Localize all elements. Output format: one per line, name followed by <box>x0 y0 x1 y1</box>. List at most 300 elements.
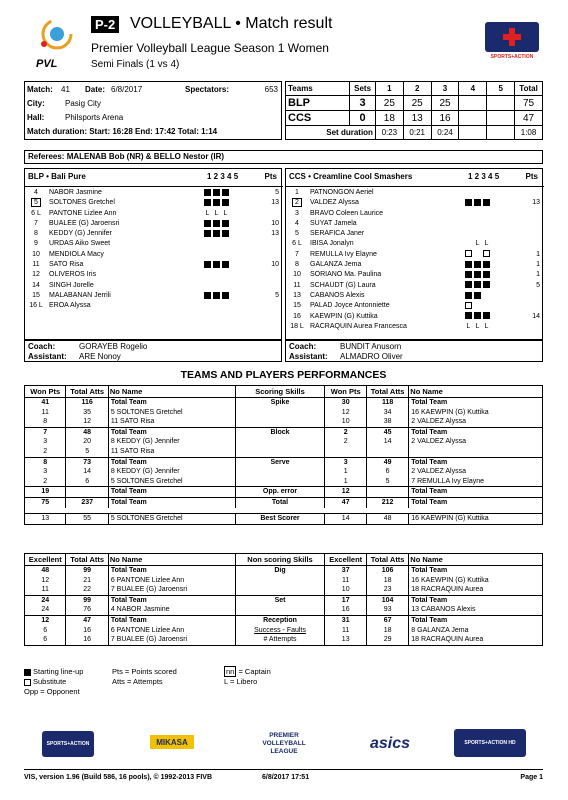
starting-square-icon <box>222 230 229 237</box>
player-ref: Total Team <box>409 615 543 625</box>
player-row <box>286 281 542 291</box>
atts-value: 21 <box>66 576 108 586</box>
atts-value: 16 <box>66 635 108 645</box>
set-score: 18 <box>375 111 403 126</box>
skill-name: Best Scorer <box>235 514 325 525</box>
player-name: SERAFICA Janer <box>310 230 365 238</box>
player-points <box>523 291 542 301</box>
substitute-square-icon <box>465 302 472 309</box>
won-value <box>325 447 366 457</box>
sponsor-sports-action-text: SPORTS+ACTION <box>46 741 90 747</box>
perf-header: Won Pts <box>325 386 366 398</box>
starting-square-icon <box>213 230 220 237</box>
hall-label: Hall: <box>27 113 45 122</box>
footer-version: VIS, version 1.96 (Build 586, 16 pools), © 1992-2013 FIVB <box>24 774 213 781</box>
sponsor-sports-action-logo <box>42 731 94 757</box>
atts-value: 99 <box>66 566 108 576</box>
ccs-title: CCS • Creamline Cool Smashers <box>289 172 413 181</box>
atts-value <box>66 487 108 498</box>
player-ref: Total Team <box>108 566 235 576</box>
skill-name: Block <box>235 427 325 437</box>
skill-spacer <box>235 417 325 427</box>
starting-square-icon <box>222 292 229 299</box>
atts-value: 47 <box>66 615 108 625</box>
atts-value: 23 <box>366 585 408 595</box>
libero-mark: L <box>466 322 471 330</box>
won-value: 3 <box>25 437 66 447</box>
won-value: 12 <box>25 576 66 586</box>
starting-square-icon <box>474 271 481 278</box>
player-sets <box>202 188 262 198</box>
player-name: IBISA Jonalyn <box>310 240 354 248</box>
player-sets <box>202 281 262 291</box>
atts-value: 14 <box>366 437 408 447</box>
player-ref: Total Team <box>108 595 235 605</box>
starting-square-icon <box>213 220 220 227</box>
skill-spacer <box>235 605 325 615</box>
player-sets <box>463 250 523 260</box>
player-ref: 16 KAEWPIN (G) Kuttika <box>409 514 543 525</box>
match-label: Match: <box>27 85 53 94</box>
set-duration-label: Set duration <box>286 126 376 140</box>
total-score: 75 <box>515 96 543 111</box>
ccs-roster <box>285 168 543 340</box>
perf-header: No Name <box>108 554 235 566</box>
won-value: 13 <box>25 514 66 525</box>
player-number: 4 <box>34 189 38 196</box>
score-table <box>285 81 543 140</box>
won-value: 30 <box>325 398 366 408</box>
player-name: MENDIOLA Macy <box>49 250 104 258</box>
starting-square-icon <box>483 281 490 288</box>
ccs-coaches <box>285 340 543 362</box>
score-header: Teams <box>286 82 350 96</box>
team-code: BLP <box>286 96 350 111</box>
starting-square-icon <box>483 261 490 268</box>
skill-sub: # Attempts <box>235 635 325 645</box>
won-value: 2 <box>25 477 66 487</box>
set-score: 25 <box>403 96 431 111</box>
player-sets <box>463 239 523 249</box>
player-name: PALAD Joyce Antonniette <box>310 302 390 310</box>
player-points <box>523 322 542 332</box>
set-score: 16 <box>431 111 459 126</box>
perf-header: Scoring Skills <box>235 386 325 398</box>
skill-spacer <box>235 576 325 586</box>
sponsor-bar <box>24 725 543 765</box>
starting-square-icon <box>204 292 211 299</box>
atts-value: 18 <box>366 576 408 586</box>
player-points <box>523 239 542 249</box>
won-value: 1 <box>325 467 366 477</box>
atts-value: 38 <box>366 417 408 427</box>
sponsor-sports-action-hd-logo <box>454 729 526 757</box>
won-value: 6 <box>25 626 66 636</box>
player-points <box>262 239 281 249</box>
player-ref: 16 KAEWPIN (G) Kuttika <box>409 576 543 586</box>
player-number: 3 <box>295 209 299 217</box>
atts-value: 34 <box>366 408 408 418</box>
footer-datetime: 6/8/2017 17:51 <box>262 774 310 781</box>
starting-square-icon <box>213 199 220 206</box>
sports-action-logo <box>484 16 540 66</box>
won-value: 12 <box>325 408 366 418</box>
atts-value: 73 <box>66 457 108 467</box>
starting-square-icon <box>222 261 229 268</box>
won-value: 11 <box>325 576 366 586</box>
atts-value: 5 <box>366 477 408 487</box>
player-name: SINGH Jorelle <box>49 281 94 289</box>
starting-square-icon <box>222 220 229 227</box>
captain-box: nn <box>226 667 235 676</box>
player-row <box>286 209 542 219</box>
won-value: 11 <box>325 626 366 636</box>
won-value: 17 <box>325 595 366 605</box>
starting-square-icon <box>213 292 220 299</box>
perf-header: No Name <box>409 554 543 566</box>
player-row <box>286 322 542 332</box>
starting-square-icon <box>222 189 229 196</box>
player-points: 13 <box>271 199 279 207</box>
perf-header: Total Atts <box>366 386 408 398</box>
player-row <box>25 250 281 260</box>
legend-points: Pts = Points scored <box>112 667 177 676</box>
perf-row <box>25 576 543 586</box>
player-name: MALABANAN Jerrili <box>49 291 111 299</box>
team-code: CCS <box>286 111 350 126</box>
player-points <box>523 209 542 219</box>
player-ref: 5 SOLTONES Gretchel <box>108 477 235 487</box>
player-ref: 18 RACRAQUIN Aurea <box>409 635 543 645</box>
score-header: 3 <box>431 82 459 96</box>
sports-action-text: SPORTS+ACTION <box>490 54 534 60</box>
match-number: 41 <box>61 85 70 94</box>
player-name: SATO Risa <box>49 261 84 269</box>
set-duration <box>459 126 487 140</box>
coach-name: GORAYEB Rogelio <box>79 342 148 351</box>
player-sets <box>463 270 523 280</box>
atts-value: 212 <box>366 497 408 507</box>
assistant-name: ARE Nonoy <box>79 352 121 361</box>
player-ref: 18 RACRAQUIN Aurea <box>409 585 543 595</box>
skill-name: Opp. error <box>235 487 325 498</box>
match-info-box <box>24 81 282 140</box>
player-number: 1 <box>295 189 299 196</box>
score-header: 2 <box>403 82 431 96</box>
perf-row <box>25 595 543 605</box>
player-number: 15 <box>32 291 40 299</box>
player-name: SOLTONES Gretchel <box>49 199 115 207</box>
won-value: 24 <box>25 605 66 615</box>
won-value: 47 <box>325 497 366 507</box>
libero-mark: L <box>475 322 480 330</box>
set-score <box>459 96 487 111</box>
player-number: 5 <box>31 198 41 207</box>
score-header: 4 <box>459 82 487 96</box>
starting-square-icon <box>222 199 229 206</box>
player-points <box>523 188 542 198</box>
player-ref: Total Team <box>409 595 543 605</box>
starting-square-icon <box>474 199 481 206</box>
starting-square-icon <box>474 312 481 319</box>
hall-name: Philsports Arena <box>65 113 124 122</box>
player-points: 1 <box>536 271 540 279</box>
atts-value: 5 <box>66 447 108 457</box>
player-ref: Total Team <box>108 398 235 408</box>
perf-row <box>25 635 543 645</box>
atts-value: 118 <box>366 398 408 408</box>
won-value: 14 <box>325 514 366 525</box>
perf-row <box>25 605 543 615</box>
libero-mark: L <box>484 322 489 330</box>
player-sets <box>463 322 523 332</box>
won-value: 12 <box>25 615 66 625</box>
sponsor-pvl-logo: PREMIER VOLLEYBALL LEAGUE <box>262 732 306 755</box>
player-ref: 6 PANTONE Lizlee Ann <box>108 626 235 636</box>
player-ref: 8 KEDDY (G) Jennifer <box>108 437 235 447</box>
player-ref: 8 KEDDY (G) Jennifer <box>108 467 235 477</box>
blp-title: BLP • Bali Pure <box>28 172 86 181</box>
player-row <box>25 281 281 291</box>
report-title: VOLLEYBALL • Match result <box>130 15 333 32</box>
skill-name: Set <box>235 595 325 605</box>
won-value: 3 <box>25 467 66 477</box>
starting-square-icon <box>204 189 211 196</box>
player-sets <box>202 250 262 260</box>
player-row <box>25 198 281 208</box>
player-number: 13 <box>293 291 301 299</box>
skill-spacer <box>235 408 325 418</box>
player-number: 2 <box>292 198 302 207</box>
atts-value: 116 <box>66 398 108 408</box>
player-ref: 11 SATO Risa <box>108 447 235 457</box>
assistant-name: ALMADRO Oliver <box>340 352 403 361</box>
player-sets <box>202 260 262 270</box>
atts-value: 29 <box>366 635 408 645</box>
perf-row <box>25 487 543 498</box>
player-row <box>286 312 542 322</box>
won-value: 41 <box>25 398 66 408</box>
player-points: 1 <box>536 261 540 269</box>
player-number: 14 <box>32 281 40 289</box>
date-label: Date: <box>85 85 106 94</box>
perf-header: No Name <box>409 386 543 398</box>
player-number: 12 <box>32 271 40 279</box>
player-points <box>262 209 281 219</box>
player-row <box>286 291 542 301</box>
perf-row <box>25 497 543 507</box>
player-name: KAEWPIN (G) Kuttika <box>310 312 378 320</box>
player-points: 13 <box>532 199 540 207</box>
atts-value <box>366 447 408 457</box>
perf-row <box>25 585 543 595</box>
sponsor-asics-logo: asics <box>370 735 411 752</box>
player-number: 7 <box>34 219 38 227</box>
starting-square-icon <box>204 230 211 237</box>
libero-mark: L <box>205 209 210 217</box>
perf-row <box>25 437 543 447</box>
atts-value: 93 <box>366 605 408 615</box>
player-points: 13 <box>271 230 279 238</box>
player-ref: 7 BUALEE (G) Jaroensri <box>108 585 235 595</box>
player-name: KEDDY (G) Jennifer <box>49 230 112 238</box>
perf-row <box>25 626 543 636</box>
player-number: 10 <box>32 250 40 258</box>
player-sets <box>202 219 262 229</box>
player-points: 5 <box>275 189 279 196</box>
player-ref: Total Team <box>409 398 543 408</box>
legend-starting: Starting line-up <box>33 667 84 676</box>
player-sets <box>463 312 523 322</box>
libero-mark: L <box>223 209 228 217</box>
starting-square-icon <box>213 261 220 268</box>
skill-name: Dig <box>235 566 325 576</box>
player-name: SUYAT Jamela <box>310 219 357 227</box>
skill-name: Total <box>235 497 325 507</box>
player-ref: Total Team <box>409 566 543 576</box>
legend-attempts: Atts = Attempts <box>112 677 163 686</box>
player-row <box>286 250 542 260</box>
player-name: BUALEE (G) Jaroensri <box>49 219 120 227</box>
pts-header: Pts <box>525 172 538 181</box>
starting-square-icon <box>204 261 211 268</box>
player-name: BRAVO Coleen Laurice <box>310 209 384 217</box>
player-points <box>523 301 542 311</box>
set-score <box>459 111 487 126</box>
starting-square-icon <box>483 271 490 278</box>
player-name: REMULLA Ivy Elayne <box>310 250 377 258</box>
won-value: 19 <box>25 487 66 498</box>
player-sets <box>202 229 262 239</box>
starting-square-icon <box>465 261 472 268</box>
starting-square-icon <box>483 199 490 206</box>
perf-header: Total Atts <box>66 554 108 566</box>
set-score: 13 <box>403 111 431 126</box>
won-value: 31 <box>325 615 366 625</box>
atts-value: 18 <box>366 626 408 636</box>
blp-player-list <box>25 188 281 312</box>
player-number: 11 <box>32 261 40 269</box>
player-ref: 11 SATO Risa <box>108 417 235 427</box>
player-name: URDAS Aiko Sweet <box>49 240 111 248</box>
starting-square-icon <box>204 220 211 227</box>
won-value: 10 <box>325 585 366 595</box>
perf-header: Total Atts <box>66 386 108 398</box>
legend-substitute: Substitute <box>33 677 67 686</box>
coach-label: Coach: <box>289 342 317 351</box>
won-value: 12 <box>325 487 366 498</box>
player-sets <box>202 301 262 311</box>
player-points <box>523 229 542 239</box>
player-number: 9 <box>34 240 38 248</box>
set-duration <box>487 126 515 140</box>
won-value: 2 <box>25 447 66 457</box>
libero-mark: L <box>475 240 480 248</box>
report-code: P-2 <box>91 16 119 33</box>
player-row <box>286 270 542 280</box>
player-row <box>286 239 542 249</box>
player-row <box>286 219 542 229</box>
coach-name: BUNDIT Anusorn <box>340 342 402 351</box>
substitute-square-icon <box>465 250 472 257</box>
won-value: 48 <box>25 566 66 576</box>
won-value: 75 <box>25 497 66 507</box>
player-points: 1 <box>536 250 540 258</box>
player-ref: 2 VALDEZ Alyssa <box>409 437 543 447</box>
player-ref: Total Team <box>409 487 543 498</box>
player-number: 15 <box>293 302 301 310</box>
player-ref: 5 SOLTONES Gretchel <box>108 514 235 525</box>
starting-square-icon <box>204 199 211 206</box>
match-duration: Match duration: Start: 16:28 End: 17:42 Total: 1:14 <box>27 127 218 136</box>
city-name: Pasig City <box>65 99 102 108</box>
blp-roster <box>24 168 282 340</box>
player-points <box>262 281 281 291</box>
player-ref: Total Team <box>108 487 235 498</box>
player-sets <box>463 301 523 311</box>
player-ref: 2 VALDEZ Alyssa <box>409 467 543 477</box>
won-value: 1 <box>325 477 366 487</box>
scoring-skills-table <box>24 385 543 525</box>
player-name: RACRAQUIN Aurea Francesca <box>310 322 407 330</box>
won-value: 3 <box>325 457 366 467</box>
player-ref: Total Team <box>108 427 235 437</box>
player-row <box>25 239 281 249</box>
skill-spacer <box>235 447 325 457</box>
set-duration: 0:24 <box>431 126 459 140</box>
player-number: 11 <box>293 281 301 289</box>
won-value: 2 <box>325 437 366 447</box>
nonscoring-skills-table <box>24 553 543 646</box>
player-sets <box>202 209 262 219</box>
total-score: 47 <box>515 111 543 126</box>
skill-name: Reception <box>235 615 325 625</box>
atts-value <box>366 487 408 498</box>
starting-square-icon <box>465 292 472 299</box>
substitute-square-icon <box>24 679 31 686</box>
substitute-square-icon <box>483 250 490 257</box>
player-name: PANTONE Lizlee Ann <box>49 209 117 217</box>
perf-row <box>25 514 543 525</box>
skill-sub: Success - Faults <box>235 626 325 636</box>
score-header: Total <box>515 82 543 96</box>
player-name: SORIANO Ma. Paulina <box>310 271 382 279</box>
player-number: 6 L <box>31 209 41 217</box>
player-ref: 4 NABOR Jasmine <box>108 605 235 615</box>
won-value: 10 <box>325 417 366 427</box>
atts-value: 6 <box>366 467 408 477</box>
starting-square-icon <box>24 669 31 676</box>
legend-libero: L = Libero <box>224 677 258 686</box>
set-score <box>487 96 515 111</box>
set-duration: 0:23 <box>375 126 403 140</box>
libero-mark: L <box>214 209 219 217</box>
player-ref: Total Team <box>409 427 543 437</box>
player-number: 6 L <box>292 240 302 248</box>
player-sets <box>202 270 262 280</box>
score-header: 5 <box>487 82 515 96</box>
player-sets <box>463 229 523 239</box>
player-ref: 7 REMULLA Ivy Elayne <box>409 477 543 487</box>
player-row <box>286 198 542 208</box>
player-ref: Total Team <box>108 457 235 467</box>
sets-won: 3 <box>350 96 376 111</box>
player-row <box>286 301 542 311</box>
player-ref: Total Team <box>108 497 235 507</box>
player-name: NABOR Jasmine <box>49 189 102 196</box>
player-number: 16 L <box>29 302 43 310</box>
sets-header: 1 2 3 4 5 <box>207 172 239 181</box>
